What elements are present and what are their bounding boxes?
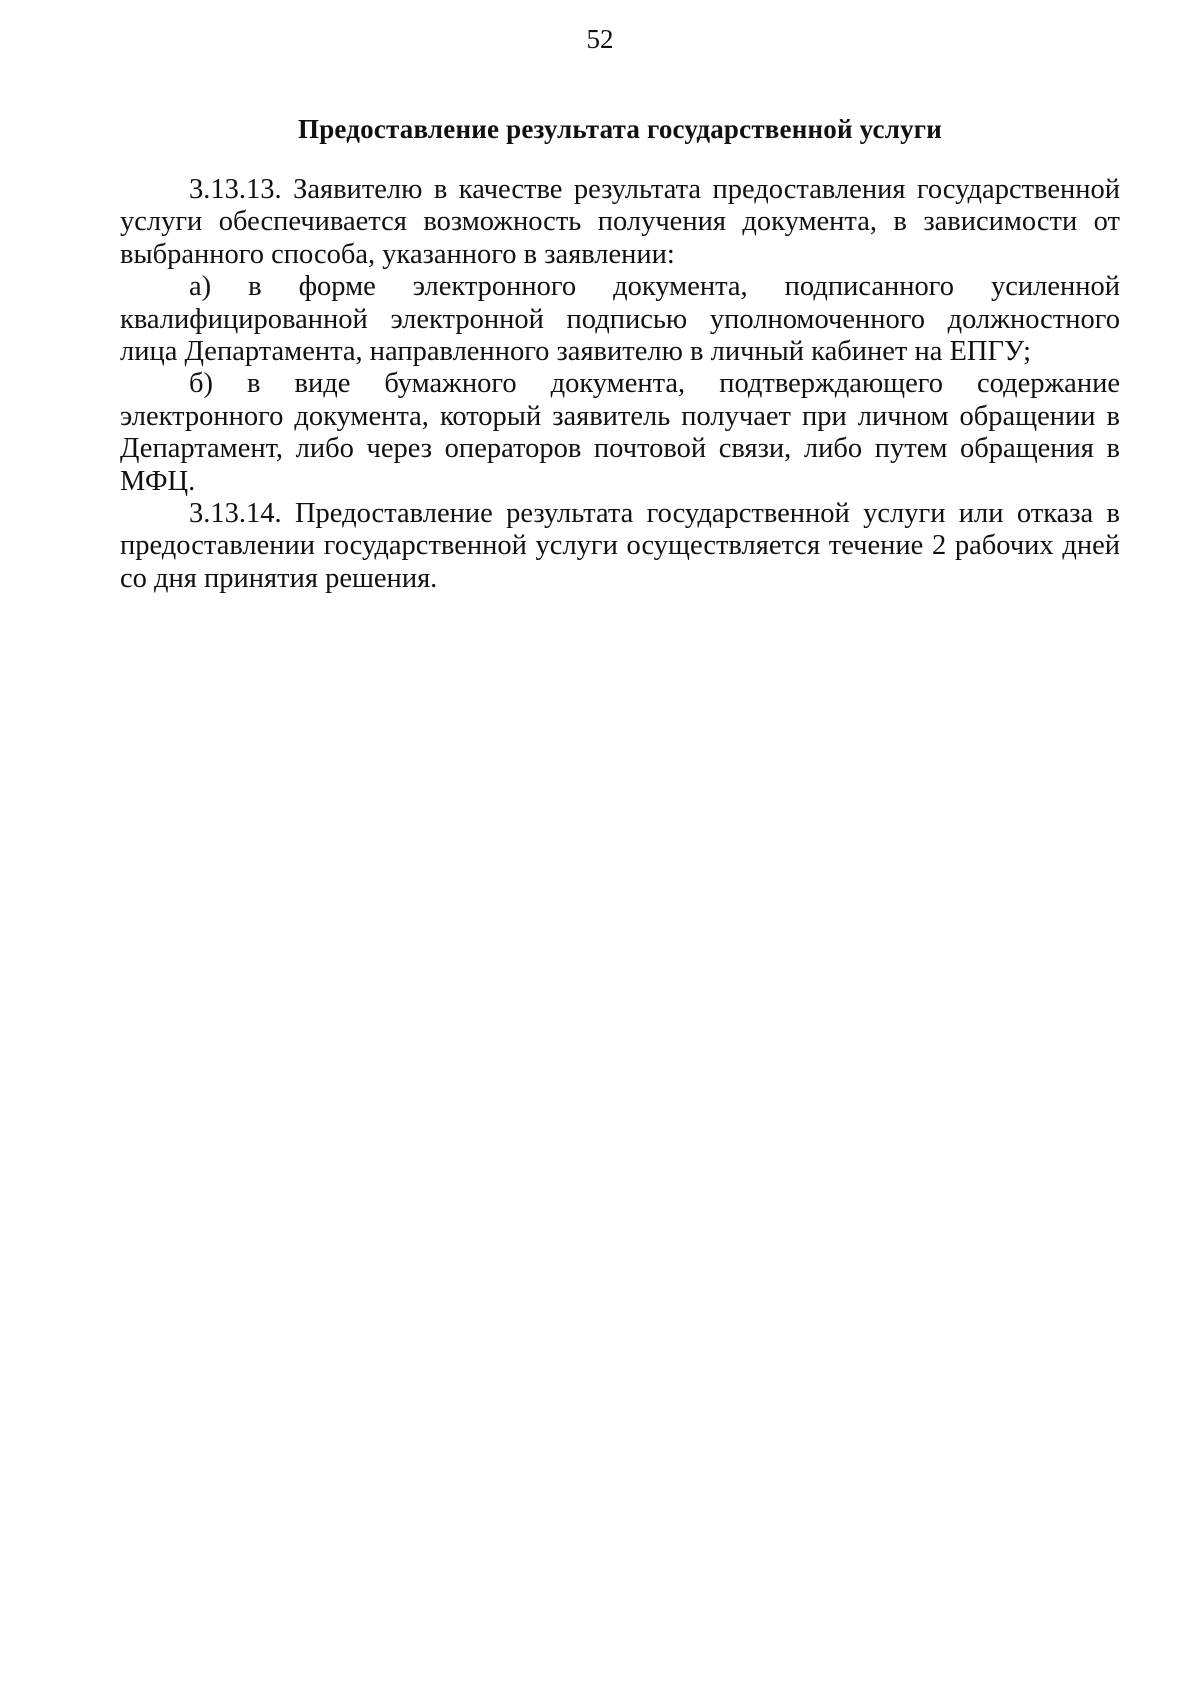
body-text bbox=[120, 174, 1120, 595]
section-heading: Предоставление результата государственной услуги bbox=[298, 114, 942, 144]
paragraph-item-b: б) в виде бумажного документа, подтверждающего содержание электронного документа, который заявитель получает при личном обращении в Департамент, либо через операторов почтовой связи, либо путем обращения в МФЦ. bbox=[120, 368, 1120, 497]
page-number: 52 bbox=[586, 24, 614, 54]
paragraph-item-a: а) в форме электронного документа, подписанного усиленной квалифицированной электронной подписью уполномоченного должностного лица Департамента, направленного заявителю в личный кабинет на ЕПГУ; bbox=[120, 271, 1120, 368]
paragraph-3-13-14: 3.13.14. Предоставление результата государственной услуги или отказа в предоставлении государственной услуги осуществляется течение 2 рабочих дней со дня принятия решения. bbox=[120, 498, 1120, 594]
paragraph-3-13-13: 3.13.13. Заявителю в качестве результата предоставления государственной услуги обеспечивается возможность получения документа, в зависимости от выбранного способа, указанного в заявлении: bbox=[120, 174, 1120, 270]
